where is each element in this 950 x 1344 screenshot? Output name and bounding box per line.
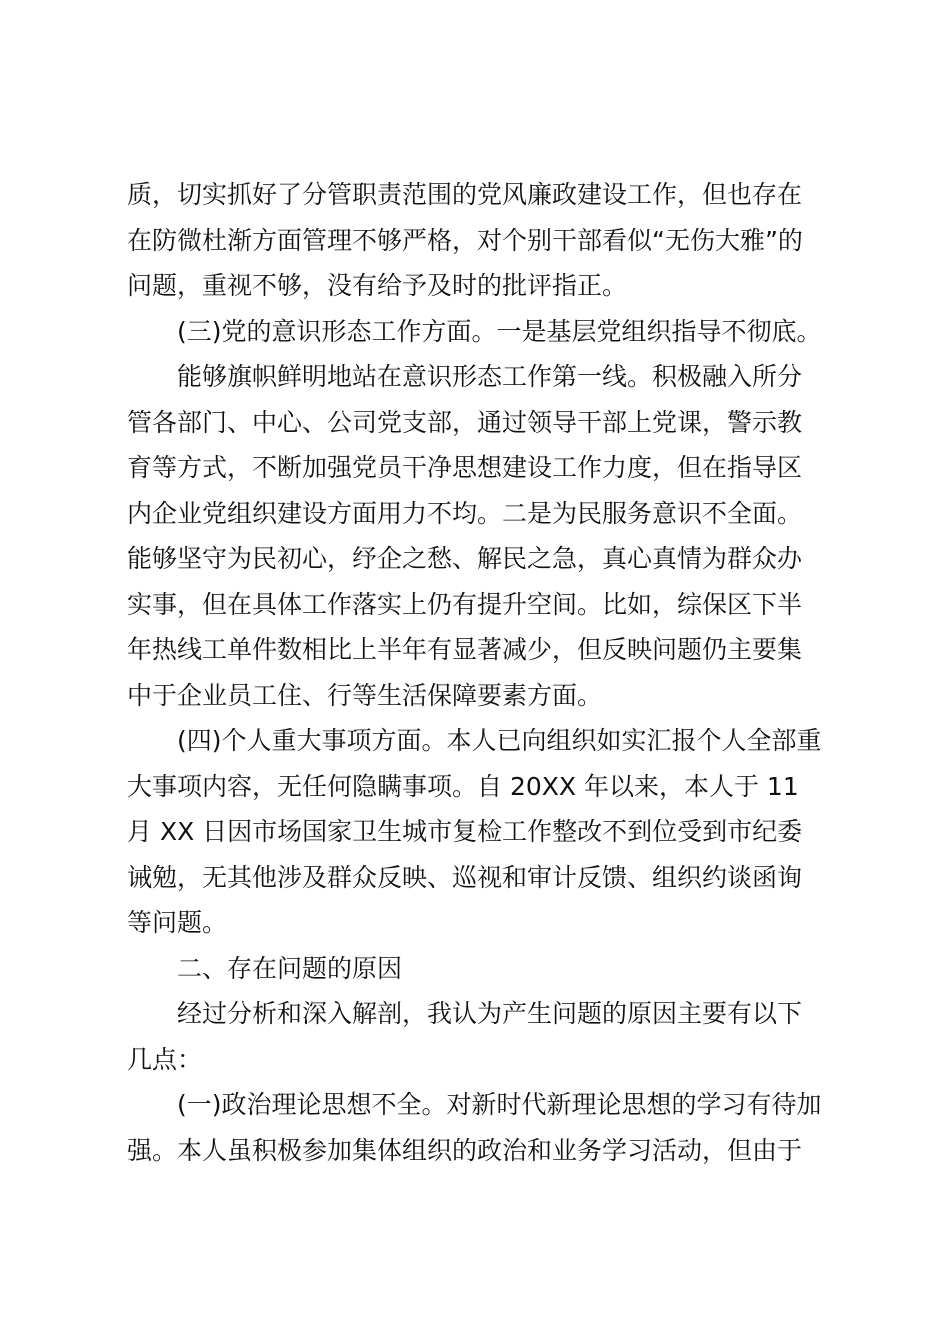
section-heading: 二、存在问题的原因 [127,953,403,983]
text-line: (四)个人重大事项方面。本人已向组织如实汇报个人全部重 [127,726,822,755]
text-line: 在防微杜渐方面管理不够严格，对个别干部看似“无伤大雅”的 [127,225,803,255]
text-line: 能够坚守为民初心，纾企之愁、解民之急，真心真情为群众办 [127,544,803,573]
text-line: 实事，但在具体工作落实上仍有提升空间。比如，综保区下半 [127,589,803,619]
text-line: 经过分析和深入解剖，我认为产生问题的原因主要有以下 [127,999,803,1028]
text-line: 管各部门、中心、公司党支部，通过领导干部上党课，警示教 [127,407,803,437]
text-line: (三)党的意识形态工作方面。一是基层党组织指导不彻底。 [127,316,822,346]
text-line: 等问题。 [127,908,228,937]
text-line: 月 XX 日因市场国家卫生城市复检工作整改不到位受到市纪委 [127,817,803,846]
text-line: 能够旗帜鲜明地站在意识形态工作第一线。积极融入所分 [127,362,803,391]
text-line: 中于企业员工住、行等生活保障要素方面。 [127,680,603,710]
text-line: 育等方式，不断加强党员干净思想建设工作力度，但在指导区 [127,453,803,482]
text-line: 质，切实抓好了分管职责范围的党风廉政建设工作，但也存在 [127,180,803,209]
text-line: 大事项内容，无任何隐瞒事项。自 20XX 年以来，本人于 11 [127,771,799,801]
text-line: 强。本人虽积极参加集体组织的政治和业务学习活动，但由于 [127,1135,803,1165]
text-line: (一)政治理论思想不全。对新时代新理论思想的学习有待加 [127,1090,822,1119]
text-line: 内企业党组织建设方面用力不均。二是为民服务意识不全面。 [127,498,803,528]
text-line: 几点： [127,1044,203,1074]
document-body [127,172,827,1173]
text-line: 问题，重视不够，没有给予及时的批评指正。 [127,271,628,300]
text-line: 年热线工单件数相比上半年有显著减少，但反映问题仍主要集 [127,635,803,664]
text-line: 诫勉，无其他涉及群众反映、巡视和审计反馈、组织约谈函询 [127,862,803,892]
